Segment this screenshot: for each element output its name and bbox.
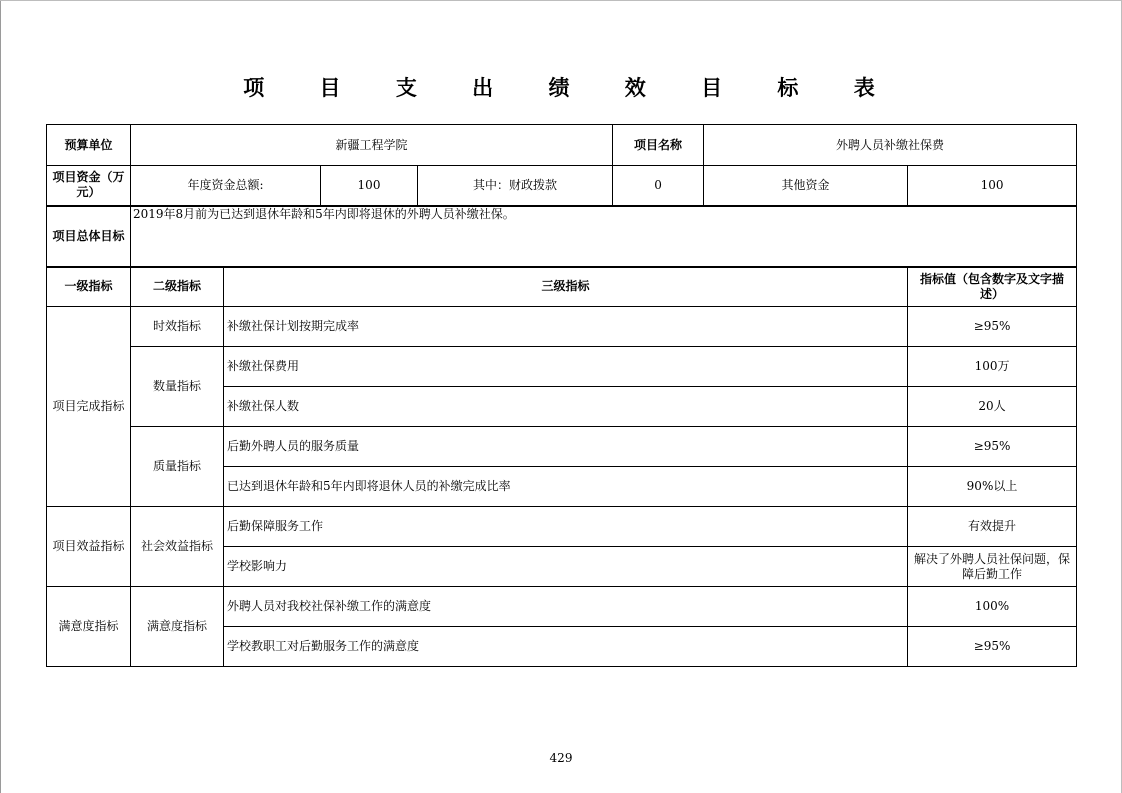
indicator-value: 100万 [908,347,1077,387]
indicator-header-row [47,267,1077,307]
table-row [47,507,1077,547]
level3-indicator: 外聘人员对我校社保补缴工作的满意度 [224,587,908,627]
funds-other-value: 100 [908,166,1077,206]
level1-indicator: 项目完成指标 [47,307,131,507]
indicator-value: ≥95% [908,627,1077,667]
level2-indicator: 满意度指标 [131,587,224,667]
budget-unit-label: 预算单位 [47,125,131,166]
level3-indicator: 补缴社保费用 [224,347,908,387]
level3-indicator: 已达到退休年龄和5年内即将退休人员的补缴完成比率 [224,467,908,507]
level2-indicator: 时效指标 [131,307,224,347]
level3-indicator: 后勤外聘人员的服务质量 [224,427,908,467]
level2-header: 二级指标 [131,267,224,307]
funds-row [47,166,1077,206]
indicator-value: 100% [908,587,1077,627]
performance-target-table [46,124,1077,667]
indicator-value: 90%以上 [908,467,1077,507]
page-border-left [0,0,1,793]
indicator-body [47,307,1077,667]
table-row [47,347,1077,387]
level1-indicator: 项目效益指标 [47,507,131,587]
level1-header: 一级指标 [47,267,131,307]
funds-fiscal-value: 0 [613,166,704,206]
level3-header: 三级指标 [224,267,908,307]
project-name-value: 外聘人员补缴社保费 [704,125,1077,166]
indicator-value: ≥95% [908,427,1077,467]
funds-other-label: 其他资金 [704,166,908,206]
table-row [47,587,1077,627]
level3-indicator: 后勤保障服务工作 [224,507,908,547]
value-header: 指标值（包含数字及文字描述） [908,267,1077,307]
level2-indicator: 数量指标 [131,347,224,427]
level3-indicator: 学校影响力 [224,547,908,587]
indicator-value: ≥95% [908,307,1077,347]
page-border-top [0,0,1122,1]
table-row [47,307,1077,347]
indicator-value: 有效提升 [908,507,1077,547]
indicator-value: 解决了外聘人员社保问题，保障后勤工作 [908,547,1077,587]
indicator-value: 20人 [908,387,1077,427]
level2-indicator: 社会效益指标 [131,507,224,587]
funds-label: 项目资金（万元） [47,166,131,206]
goal-label: 项目总体目标 [47,206,131,267]
level1-indicator: 满意度指标 [47,587,131,667]
page-number: 429 [549,751,573,765]
level3-indicator: 补缴社保人数 [224,387,908,427]
funds-fiscal-label: 其中：财政拨款 [418,166,613,206]
level3-indicator: 补缴社保计划按期完成率 [224,307,908,347]
funds-total-value: 100 [321,166,418,206]
goal-row [47,206,1077,267]
page-title: 项 目 支 出 绩 效 目 标 表 [243,76,899,100]
project-name-label: 项目名称 [613,125,704,166]
budget-unit-value: 新疆工程学院 [131,125,613,166]
funds-total-label: 年度资金总额: [131,166,321,206]
goal-text: 2019年8月前为已达到退休年龄和5年内即将退休的外聘人员补缴社保。 [131,206,1077,267]
table-row [47,427,1077,467]
level2-indicator: 质量指标 [131,427,224,507]
budget-unit-row [47,125,1077,166]
level3-indicator: 学校教职工对后勤服务工作的满意度 [224,627,908,667]
